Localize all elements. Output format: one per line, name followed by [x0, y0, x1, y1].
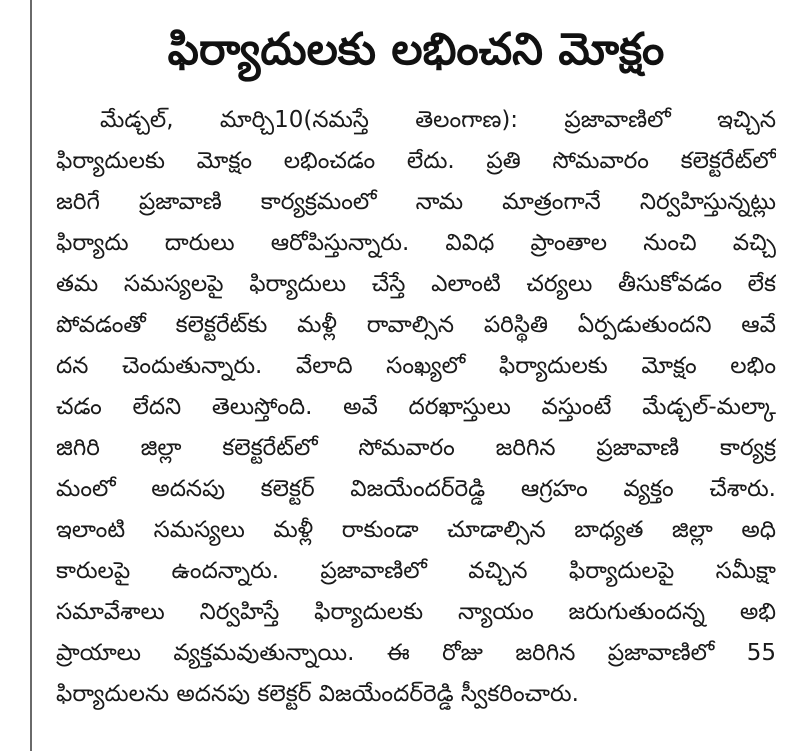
article-line: ఫిర్యాదులను అదనపు కలెక్టర్ విజయేందర్‌రెడ్డి స్వీకరించారు.: [56, 681, 579, 707]
article-body: [56, 100, 776, 715]
article-line: చడం లేదని తెలుస్తోంది. అవే దరఖాస్తులు వస్తుంటే మేడ్చల్-మల్కా: [56, 394, 776, 420]
article-line: తమ సమస్యలపై ఫిర్యాదులు చేస్తే ఎలాంటి చర్యలు తీసుకోవడం లేక: [56, 271, 776, 297]
article-line: ప్రాయాలు వ్యక్తమవుతున్నాయి. ఈ రోజు జరిగిన ప్రజావాణిలో 55: [56, 640, 776, 666]
article-line: దన చెందుతున్నారు. వేలాది సంఖ్యలో ఫిర్యాదులకు మోక్షం లభిం: [56, 353, 776, 379]
article-line: ఫిర్యాదులకు మోక్షం లభించడం లేదు. ప్రతి సోమవారం కలెక్టరేట్‌లో: [56, 148, 776, 174]
article-line: మంలో అదనపు కలెక్టర్ విజయేందర్‌రెడ్డి ఆగ్రహం వ్యక్తం చేశారు.: [56, 476, 776, 502]
article-headline: ఫిర్యాదులకు లభించని మోక్షం: [167, 24, 665, 75]
article-line: కారులపై ఉందన్నారు. ప్రజావాణిలో వచ్చిన ఫిర్యాదులపై సమీక్షా: [56, 558, 776, 584]
article-line: జరిగే ప్రజావాణి కార్యక్రమంలో నామ మాత్రంగానే నిర్వహిస్తున్నట్లు: [56, 189, 776, 215]
article-line: ఫిర్యాదు దారులు ఆరోపిస్తున్నారు. వివిధ ప్రాంతాల నుంచి వచ్చి: [56, 230, 776, 256]
column-rule: [30, 0, 32, 751]
article-line: ఇలాంటి సమస్యలు మళ్లీ రాకుండా చూడాల్సిన బాధ్యత జిల్లా అధి: [56, 517, 776, 543]
article-line: మేడ్చల్, మార్చి10(నమస్తే తెలంగాణ): ప్రజావాణిలో ఇచ్చిన: [100, 107, 776, 133]
article-line: సమావేశాలు నిర్వహిస్తే ఫిర్యాదులకు న్యాయం జరుగుతుందన్న అభి: [56, 599, 776, 625]
article-line: జిగిరి జిల్లా కలెక్టరేట్‌లో సోమవారం జరిగిన ప్రజావాణి కార్యక్ర: [56, 435, 776, 461]
article-line: పోవడంతో కలెక్టరేట్‌కు మళ్లీ రావాల్సిన పరిస్థితి ఏర్పడుతుందని ఆవే: [56, 312, 776, 338]
news-article: [56, 0, 776, 751]
